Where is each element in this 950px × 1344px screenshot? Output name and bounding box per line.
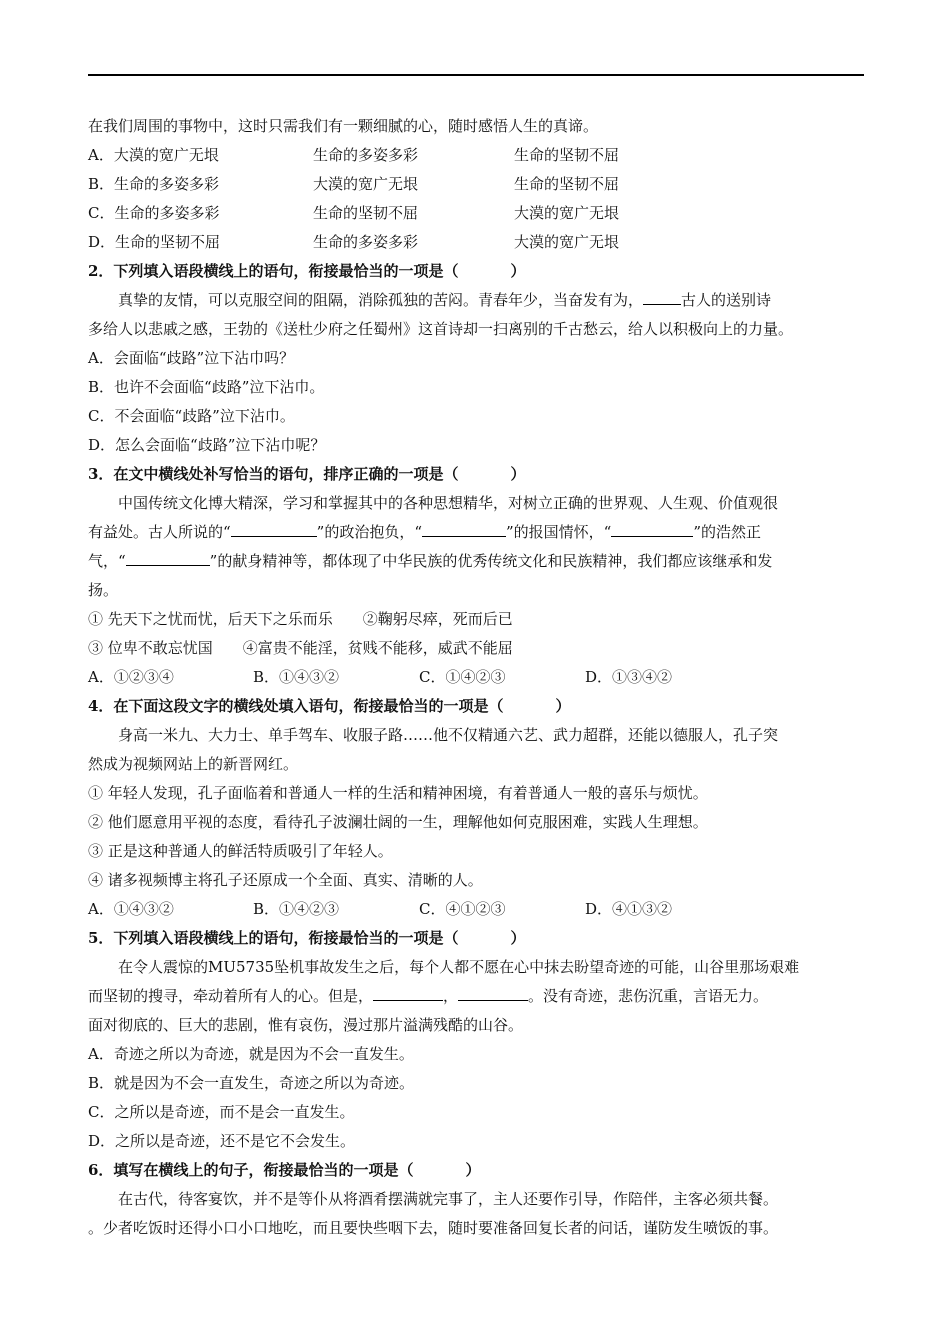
q4-option-b: B．①④②③ [253,900,340,918]
q1-option-b: B．生命的多姿多彩 大漠的宽广无垠 生命的坚韧不屈 [88,175,620,193]
q4-option-a: A．①④③② [88,900,174,918]
q5-option-c: C．之所以是奇迹，而不是会一直发生。 [88,1103,355,1121]
q2-title: 2．下列填入语段横线上的语句，衔接最恰当的一项是（ ） [88,262,526,280]
q4-title: 4．在下面这段文字的横线处填入语句，衔接最恰当的一项是（ ） [88,697,571,715]
q3-option-a: A．①②③④ [88,668,174,686]
q5-title: 5．下列填入语段横线上的语句，衔接最恰当的一项是（ ） [88,929,526,947]
q3-blank-3 [611,520,693,537]
q4-options [88,895,868,924]
q3-passage-line-4: 扬。 [88,581,119,599]
q4-sentence-3: ③ 正是这种普通人的鲜活特质吸引了年轻人。 [88,842,393,860]
q4-option-c: C．④①②③ [419,900,506,918]
q5-passage-line-3: 面对彻底的、巨大的悲剧，惟有哀伤，漫过那片溢满残酷的山谷。 [88,1016,524,1034]
q2-option-c: C．不会面临“歧路”泣下沾巾。 [88,407,295,425]
q1-option-d: D．生命的坚韧不屈 生命的多姿多彩 大漠的宽广无垠 [88,233,620,251]
q3-blank-4 [126,549,210,566]
q5-passage-line-2: 而坚韧的搜寻，牵动着所有人的心。但是， ， 。没有奇迹，悲伤沉重，言语无力。 [88,982,868,1011]
q5-option-d: D．之所以是奇迹，还不是它不会发生。 [88,1132,356,1150]
q5-option-a: A．奇迹之所以为奇迹，就是因为不会一直发生。 [88,1045,414,1063]
q5-blank-2 [458,984,528,1001]
q3-passage-line-2: 有益处。古人所说的“ ”的政治抱负，“ ”的报国情怀，“ ”的浩然正 [88,518,868,547]
q3-passage-line-3: 气，“ ”的献身精神等，都体现了中华民族的优秀传统文化和民族精神，我们都应该继承和发 [88,547,868,576]
q4-option-d: D．④①③② [585,900,673,918]
q2-option-d: D．怎么会面临“歧路”泣下沾巾呢？ [88,436,326,454]
q1-option-a: A．大漠的宽广无垠 生命的多姿多彩 生命的坚韧不屈 [88,146,620,164]
q6-passage-line-1: 在古代，待客宴饮，并不是等仆从将酒肴摆满就完事了，主人还要作引导，作陪伴，主客必须共餐。 [118,1190,779,1208]
q6-passage-line-2: 。少者吃饭时还得小口小口地吃，而且要快些咽下去，随时要准备回复长者的问话，谨防发生喷饭的事。 [88,1219,779,1237]
q4-sentence-2: ② 他们愿意用平视的态度，看待孔子波澜壮阔的一生，理解他如何克服困难，实践人生理想。 [88,813,708,831]
q5-blank-1 [373,984,443,1001]
q3-option-c: C．①④②③ [419,668,506,686]
q3-option-d: D．①③④② [585,668,673,686]
q3-blank-1 [231,520,317,537]
q4-sentence-1: ① 年轻人发现，孔子面临着和普通人一样的生活和精神困境，有着普通人一般的喜乐与烦忧。 [88,784,708,802]
q3-passage-line-1: 中国传统文化博大精深，学习和掌握其中的各种思想精华，对树立正确的世界观、人生观、价值观很 [118,494,779,512]
q3-sentences-3-4: ③ 位卑不敢忘忧国 ④富贵不能淫，贫贱不能移，威武不能屈 [88,639,513,657]
q2-option-b: B．也许不会面临“歧路”泣下沾巾。 [88,378,325,396]
q2-option-a: A．会面临“歧路”泣下沾巾吗？ [88,349,295,367]
q2-passage-line-2: 多给人以悲戚之感，王勃的《送杜少府之任蜀州》这首诗却一扫离别的千古愁云，给人以积极向上的力量。 [88,320,794,338]
q6-title: 6．填写在横线上的句子，衔接最恰当的一项是（ ） [88,1161,481,1179]
document-body [88,112,868,1243]
q4-sentence-4: ④ 诸多视频博主将孔子还原成一个全面、真实、清晰的人。 [88,871,483,889]
q5-option-b: B．就是因为不会一直发生，奇迹之所以为奇迹。 [88,1074,415,1092]
q4-passage-line-2: 然成为视频网站上的新晋网红。 [88,755,299,773]
q4-passage-line-1: 身高一米九、大力士、单手驾车、收服子路……他不仅精通六艺、武力超群，还能以德服人，孔子突 [118,726,779,744]
q2-passage-line-1: 真挚的友情，可以克服空间的阻隔，消除孤独的苦闷。青春年少，当奋发有为， 古人的送别诗 [88,286,868,315]
q3-title: 3．在文中横线处补写恰当的语句，排序正确的一项是（ ） [88,465,526,483]
q2-blank [643,288,681,305]
q5-passage-line-1: 在令人震惊的MU5735坠机事故发生之后，每个人都不愿在心中抹去盼望奇迹的可能，山谷里那场艰难 [118,958,800,976]
q1-option-c: C．生命的多姿多彩 生命的坚韧不屈 大漠的宽广无垠 [88,204,620,222]
q3-sentences-1-2: ① 先天下之忧而忧，后天下之乐而乐 ②鞠躬尽瘁，死而后已 [88,610,513,628]
q1-tail-text: 在我们周围的事物中，这时只需我们有一颗细腻的心，随时感悟人生的真谛。 [88,117,599,135]
q3-option-b: B．①④③② [253,668,340,686]
header-rule [88,74,864,76]
q3-blank-2 [422,520,506,537]
q3-options [88,663,868,692]
